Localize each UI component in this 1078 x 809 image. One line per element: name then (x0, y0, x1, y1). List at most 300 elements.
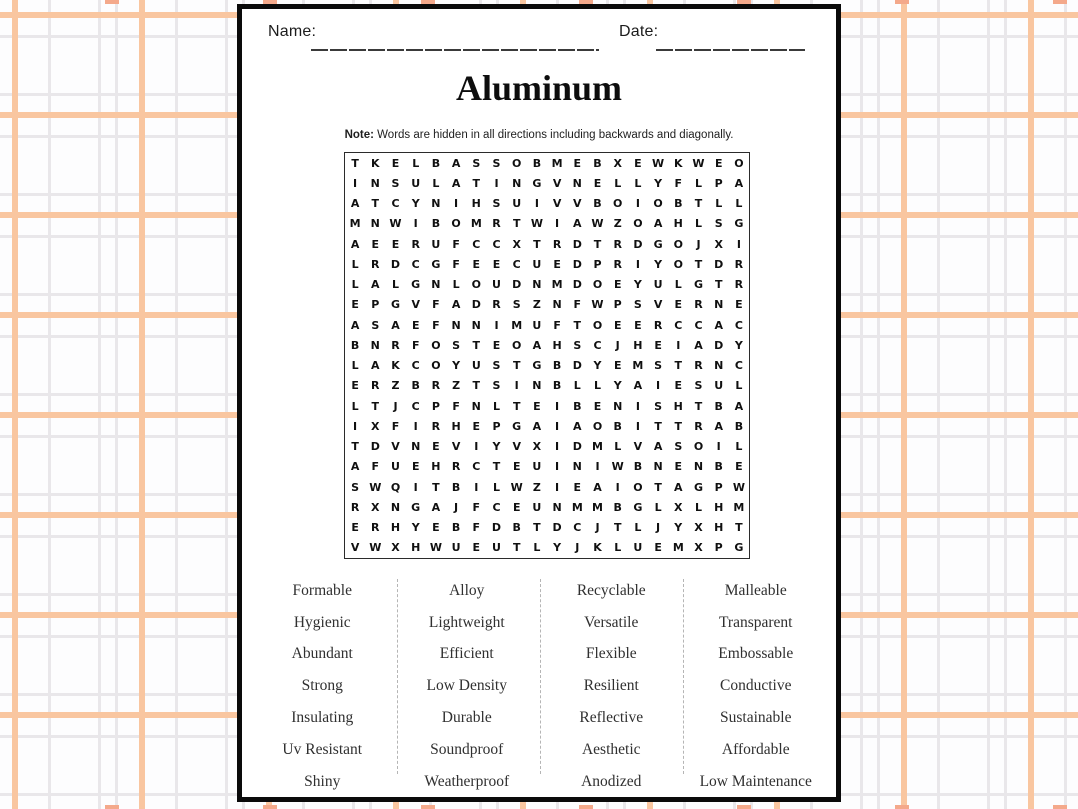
grid-letter: W (611, 460, 624, 474)
grid-letter: I (555, 460, 560, 474)
grid-letter: I (635, 197, 640, 211)
grid-letter: V (552, 176, 562, 190)
grid-letter: A (391, 318, 400, 332)
grid-letter: S (452, 338, 461, 352)
grid-letter: A (573, 217, 582, 231)
note-line (242, 129, 836, 141)
grid-letter: T (613, 521, 622, 535)
grid-letter: U (653, 278, 663, 292)
grid-letter: C (512, 257, 521, 271)
grid-letter: V (633, 440, 643, 454)
grid-letter: Y (452, 359, 461, 373)
grid-letter: I (474, 440, 479, 454)
grid-letter: L (452, 278, 460, 292)
grid-letter: E (472, 419, 481, 433)
word-item: Alloy (449, 581, 485, 599)
grid-letter: I (635, 399, 640, 413)
word-item: Insulating (291, 709, 354, 727)
grid-letter: T (533, 521, 541, 535)
grid-letter: I (474, 480, 479, 494)
grid-letter: T (573, 318, 582, 332)
grid-letter: R (391, 338, 400, 352)
word-item: Flexible (585, 645, 637, 663)
grid-letter: R (734, 278, 744, 292)
grid-letter: S (351, 480, 360, 494)
grid-letter: A (350, 197, 360, 211)
grid-letter: F (371, 460, 380, 474)
grid-letter: G (411, 278, 421, 292)
grid-letter: Z (532, 480, 541, 494)
grid-letter: G (633, 500, 643, 514)
grid-letter: I (716, 440, 721, 454)
grid-letter: C (492, 500, 501, 514)
grid-letter: E (613, 278, 622, 292)
grid-letter: W (652, 156, 665, 170)
grid-letter: P (492, 419, 501, 433)
grid-letter: E (654, 338, 662, 352)
grid-letter: L (735, 379, 743, 393)
grid-letter: M (733, 500, 745, 514)
grid-letter: B (512, 521, 521, 535)
grid-letter: M (571, 500, 583, 514)
grid-letter: I (736, 237, 741, 251)
grid-letter: D (633, 237, 643, 251)
grid-letter: R (431, 419, 441, 433)
grid-letter: T (674, 419, 683, 433)
grid-letter: S (371, 318, 380, 332)
grid-letter: B (451, 480, 461, 494)
grid-letter: S (391, 176, 400, 190)
wordsearch-letter-grid (344, 152, 750, 559)
grid-letter: N (512, 176, 522, 190)
grid-letter: U (471, 359, 481, 373)
grid-letter: T (371, 399, 380, 413)
grid-letter: T (694, 399, 703, 413)
word-item: Recyclable (576, 581, 646, 599)
grid-letter: O (592, 278, 603, 292)
word-item: Lightweight (428, 613, 505, 631)
grid-letter: X (532, 440, 542, 454)
grid-letter: F (391, 419, 400, 433)
word-item: Conductive (720, 677, 792, 695)
grid-letter: X (714, 237, 723, 251)
grid-letter: T (351, 156, 359, 170)
grid-letter: T (512, 541, 521, 555)
grid-letter: C (411, 359, 420, 373)
grid-letter: E (573, 480, 582, 494)
grid-letter: X (371, 419, 380, 433)
grid-letter: W (692, 156, 705, 170)
grid-letter: E (553, 257, 561, 271)
grid-letter: N (471, 318, 481, 332)
grid-letter: J (575, 541, 580, 555)
grid-letter: R (694, 298, 703, 312)
grid-letter: E (411, 460, 420, 474)
grid-letter: G (734, 541, 744, 555)
word-item: Malleable (724, 581, 787, 599)
grid-letter: L (351, 257, 359, 271)
word-item: Low Density (426, 677, 507, 695)
grid-letter: L (674, 278, 682, 292)
grid-letter: E (573, 156, 582, 170)
word-item: Durable (441, 709, 492, 727)
grid-letter: T (371, 197, 380, 211)
grid-letter: T (472, 338, 481, 352)
grid-letter: B (674, 197, 683, 211)
grid-letter: C (472, 237, 481, 251)
grid-letter: T (674, 359, 683, 373)
grid-letter: S (654, 399, 663, 413)
grid-letter: C (492, 237, 501, 251)
grid-letter: E (512, 460, 521, 474)
grid-letter: I (555, 480, 560, 494)
grid-letter: I (454, 197, 459, 211)
grid-letter: L (735, 197, 743, 211)
grid-letter: T (512, 359, 521, 373)
grid-letter: F (452, 237, 460, 251)
word-item: Hygienic (293, 613, 351, 631)
grid-letter: R (492, 298, 501, 312)
grid-letter: B (593, 156, 602, 170)
word-item: Abundant (291, 645, 353, 663)
grid-letter: P (431, 399, 440, 413)
grid-letter: S (714, 217, 723, 231)
grid-letter: K (674, 156, 683, 170)
grid-letter: D (390, 257, 401, 271)
grid-letter: F (452, 399, 460, 413)
grid-letter: G (693, 278, 703, 292)
grid-letter: O (734, 156, 744, 170)
grid-letter: U (532, 318, 542, 332)
grid-letter: I (656, 379, 661, 393)
grid-letter: S (633, 298, 642, 312)
grid-letter: F (432, 318, 440, 332)
grid-letter: V (391, 440, 400, 454)
grid-letter: T (694, 257, 703, 271)
grid-letter: O (653, 197, 663, 211)
grid-letter: G (693, 480, 703, 494)
grid-letter: X (674, 500, 683, 514)
grid-letter: E (351, 379, 359, 393)
grid-letter: R (613, 237, 622, 251)
word-item: Shiny (304, 772, 341, 790)
grid-letter: H (451, 419, 461, 433)
grid-letter: N (613, 399, 623, 413)
word-list (250, 575, 828, 798)
grid-letter: R (431, 379, 441, 393)
grid-letter: G (431, 257, 441, 271)
grid-letter: H (431, 460, 441, 474)
grid-letter: S (492, 379, 501, 393)
grid-letter: F (472, 521, 481, 535)
grid-letter: E (634, 318, 642, 332)
grid-letter: L (694, 176, 702, 190)
grid-letter: U (532, 500, 542, 514)
grid-letter: J (656, 521, 661, 535)
grid-letter: W (389, 217, 402, 231)
grid-letter: O (673, 237, 683, 251)
grid-letter: H (552, 338, 562, 352)
grid-letter: A (633, 379, 643, 393)
word-item: Transparent (719, 613, 793, 631)
grid-letter: A (674, 480, 683, 494)
grid-letter: Y (734, 338, 743, 352)
grid-letter: B (714, 460, 723, 474)
grid-letter: X (694, 521, 703, 535)
grid-letter: I (494, 318, 499, 332)
grid-letter: L (614, 541, 622, 555)
grid-letter: I (555, 419, 560, 433)
grid-letter: M (672, 541, 684, 555)
grid-letter: J (696, 237, 701, 251)
grid-letter: K (391, 359, 400, 373)
grid-letter: T (735, 521, 743, 535)
grid-letter: I (595, 460, 600, 474)
grid-letter: N (471, 399, 481, 413)
word-item: Sustainable (720, 709, 792, 727)
grid-letter: I (676, 338, 681, 352)
grid-letter: E (472, 541, 481, 555)
grid-letter: Y (411, 197, 420, 211)
grid-letter: B (593, 197, 602, 211)
grid-letter: E (432, 521, 440, 535)
grid-letter: J (393, 399, 398, 413)
grid-letter: E (512, 500, 521, 514)
grid-letter: E (593, 399, 602, 413)
grid-letter: Q (390, 480, 401, 494)
grid-letter: N (572, 460, 582, 474)
grid-letter: Y (553, 541, 562, 555)
grid-letter: U (391, 460, 400, 474)
grid-letter: O (633, 217, 643, 231)
grid-letter: L (593, 379, 601, 393)
grid-letter: L (351, 399, 359, 413)
grid-letter: X (391, 541, 400, 555)
grid-letter: I (555, 440, 560, 454)
grid-letter: I (514, 379, 519, 393)
grid-letter: A (734, 176, 744, 190)
grid-letter: J (615, 338, 620, 352)
grid-letter: A (451, 298, 461, 312)
grid-letter: M (551, 278, 563, 292)
name-blank-line (311, 49, 599, 51)
grid-letter: W (591, 217, 604, 231)
grid-letter: O (613, 197, 623, 211)
grid-letter: S (512, 298, 521, 312)
grid-letter: B (613, 419, 622, 433)
grid-letter: J (595, 521, 600, 535)
grid-letter: S (492, 197, 501, 211)
grid-letter: O (592, 419, 603, 433)
grid-letter: Z (613, 217, 622, 231)
grid-letter: N (370, 217, 380, 231)
word-item: Weatherproof (424, 772, 510, 790)
grid-letter: E (674, 460, 683, 474)
grid-letter: T (351, 440, 359, 454)
grid-letter: Y (593, 359, 602, 373)
grid-letter: E (593, 176, 602, 190)
grid-letter: F (472, 500, 481, 514)
note-label: Note: (344, 129, 374, 141)
grid-letter: R (451, 460, 461, 474)
grid-letter: M (551, 156, 563, 170)
grid-letter: W (591, 298, 604, 312)
grid-letter: T (512, 399, 521, 413)
grid-letter: U (492, 541, 501, 555)
grid-letter: S (674, 440, 683, 454)
grid-letter: I (555, 217, 560, 231)
grid-letter: Y (654, 176, 663, 190)
grid-letter: D (714, 338, 724, 352)
word-item: Anodized (581, 772, 642, 790)
grid-letter: B (532, 156, 542, 170)
grid-letter: O (431, 359, 441, 373)
grid-letter: A (532, 338, 542, 352)
grid-letter: S (492, 359, 501, 373)
grid-letter: E (674, 379, 683, 393)
grid-letter: B (431, 217, 441, 231)
grid-letter: R (350, 500, 360, 514)
grid-letter: W (429, 541, 442, 555)
grid-letter: R (653, 318, 663, 332)
grid-letter: T (533, 237, 541, 251)
grid-letter: N (714, 359, 724, 373)
grid-letter: N (532, 379, 542, 393)
grid-letter: V (350, 541, 360, 555)
grid-letter: M (592, 500, 603, 514)
grid-letter: S (573, 338, 582, 352)
grid-letter: B (633, 460, 643, 474)
grid-letter: C (391, 197, 400, 211)
word-item: Soundproof (430, 740, 504, 758)
grid-letter: E (351, 521, 359, 535)
grid-letter: L (614, 176, 622, 190)
grid-letter: A (573, 419, 582, 433)
grid-letter: A (350, 318, 360, 332)
grid-letter: H (471, 197, 481, 211)
grid-letter: E (492, 338, 501, 352)
date-label: Date: (619, 23, 659, 40)
grid-letter: E (391, 237, 400, 251)
grid-letter: B (431, 156, 441, 170)
grid-letter: C (694, 318, 703, 332)
word-list-divider-3 (683, 579, 684, 774)
grid-letter: A (350, 237, 360, 251)
grid-letter: D (552, 521, 562, 535)
grid-letter: L (432, 176, 440, 190)
grid-letter: E (472, 257, 481, 271)
grid-letter: A (694, 338, 703, 352)
grid-letter: O (512, 338, 522, 352)
grid-letter: L (694, 217, 702, 231)
grid-letter: U (512, 197, 522, 211)
grid-letter: L (634, 521, 642, 535)
grid-letter: Z (391, 379, 400, 393)
grid-letter: T (654, 480, 662, 494)
grid-letter: B (714, 399, 723, 413)
word-item: Formable (292, 581, 352, 599)
grid-letter: T (492, 460, 501, 474)
date-blank-line (656, 49, 805, 51)
word-item: Reflective (579, 709, 644, 727)
grid-letter: L (351, 278, 359, 292)
grid-letter: I (635, 419, 640, 433)
grid-letter: E (411, 318, 420, 332)
grid-letter: L (654, 500, 662, 514)
grid-letter: N (390, 500, 401, 514)
grid-letter: L (634, 176, 642, 190)
grid-letter: U (411, 176, 421, 190)
grid-letter: F (411, 338, 420, 352)
grid-letter: Y (613, 379, 622, 393)
grid-letter: A (431, 500, 441, 514)
grid-letter: U (714, 379, 724, 393)
grid-letter: M (632, 359, 644, 373)
grid-letter: X (694, 541, 703, 555)
grid-letter: R (371, 521, 380, 535)
grid-letter: E (735, 298, 743, 312)
grid-letter: I (555, 399, 560, 413)
grid-letter: N (693, 460, 704, 474)
word-item: Efficient (439, 645, 494, 663)
word-list-divider-1 (397, 579, 398, 774)
word-item: Low Maintenance (699, 772, 812, 790)
word-list-divider-2 (540, 579, 541, 774)
grid-letter: W (732, 480, 745, 494)
grid-letter: N (653, 460, 663, 474)
grid-letter: H (390, 521, 401, 535)
grid-letter: E (371, 237, 380, 251)
word-item: Uv Resistant (282, 740, 363, 758)
grid-letter: K (593, 541, 602, 555)
grid-letter: N (532, 278, 542, 292)
grid-letter: L (412, 156, 420, 170)
grid-letter: B (613, 500, 622, 514)
grid-letter: L (492, 480, 500, 494)
grid-letter: I (534, 197, 539, 211)
grid-letter: R (694, 359, 703, 373)
grid-letter: I (353, 419, 358, 433)
grid-letter: N (431, 278, 441, 292)
grid-letter: R (411, 237, 420, 251)
grid-letter: S (654, 359, 663, 373)
grid-letter: L (694, 500, 702, 514)
grid-letter: W (369, 541, 382, 555)
grid-letter: U (492, 278, 501, 292)
grid-letter: W (530, 217, 543, 231)
grid-letter: D (572, 257, 582, 271)
worksheet-title: Aluminum (455, 68, 623, 108)
grid-letter: H (673, 399, 683, 413)
grid-letter: L (391, 278, 399, 292)
grid-letter: O (693, 440, 704, 454)
grid-letter: B (451, 521, 461, 535)
grid-letter: N (411, 440, 421, 454)
grid-letter: A (350, 460, 360, 474)
grid-letter: V (512, 440, 521, 454)
grid-letter: E (634, 156, 642, 170)
grid-letter: M (511, 318, 523, 332)
grid-letter: D (370, 440, 380, 454)
word-item: Affordable (721, 740, 790, 758)
grid-letter: E (351, 298, 359, 312)
worksheet-page (237, 4, 841, 802)
grid-letter: C (674, 318, 683, 332)
grid-letter: L (492, 399, 500, 413)
grid-letter: P (714, 480, 723, 494)
grid-letter: E (533, 399, 541, 413)
grid-letter: A (714, 419, 723, 433)
